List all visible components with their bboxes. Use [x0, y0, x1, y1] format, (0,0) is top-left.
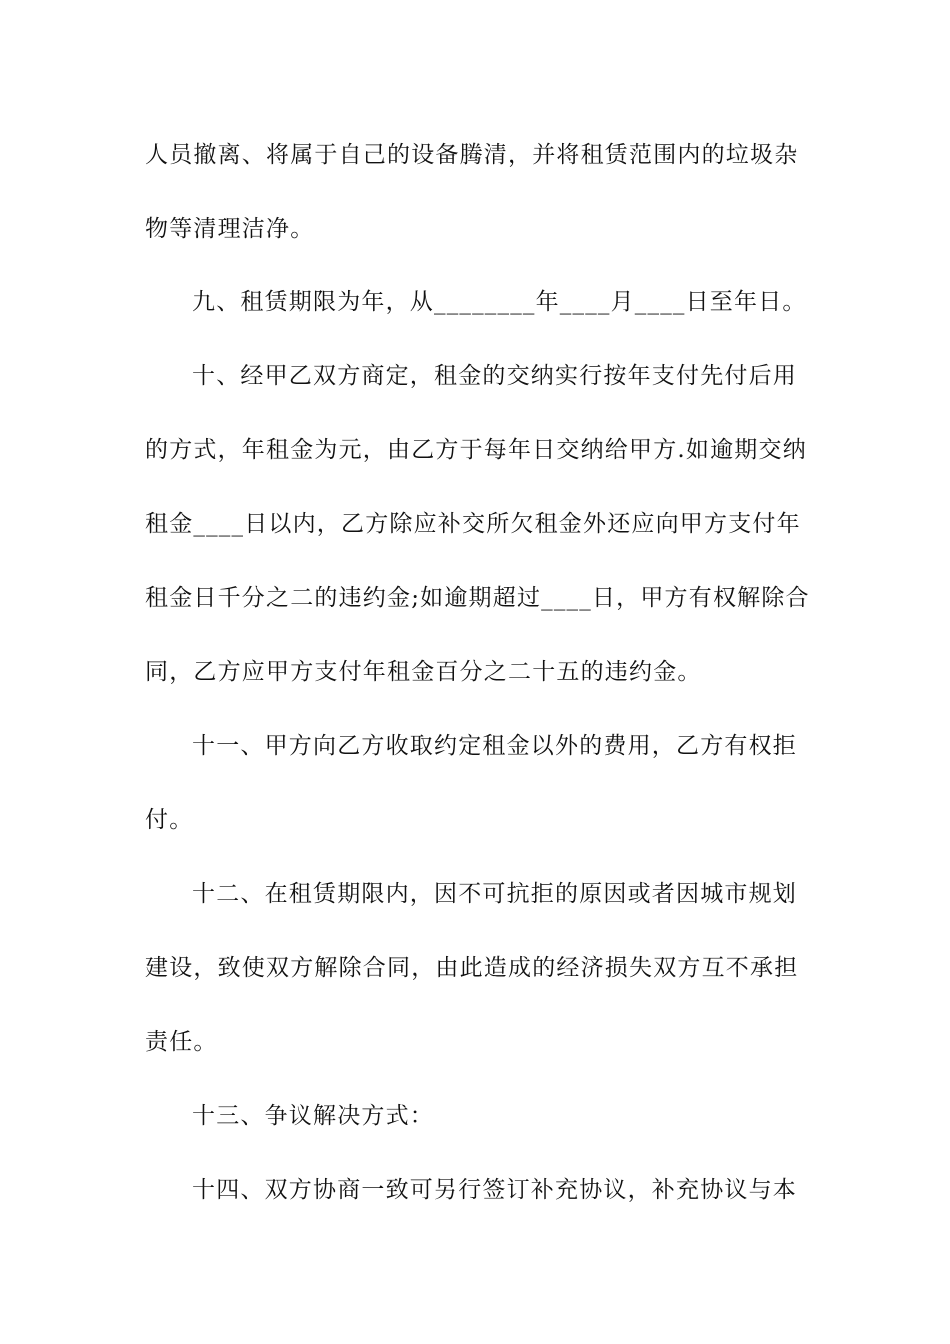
text-line: 人员撤离、将属于自己的设备腾清，并将租赁范围内的垃圾杂 — [145, 142, 799, 168]
text-line: 建设，致使双方解除合同，由此造成的经济损失双方互不承担 — [145, 955, 799, 981]
text-line: 付。 — [145, 807, 194, 833]
text-line: 租金日千分之二的违约金;如逾期超过____日，甲方有权解除合 — [145, 585, 810, 611]
clause-twelve: 十二、在租赁期限内，因不可抗拒的原因或者因城市规划 — [192, 881, 797, 907]
clause-nine: 九、租赁期限为年，从________年____月____日至年日。 — [192, 289, 807, 315]
clause-thirteen: 十三、争议解决方式： — [192, 1103, 434, 1129]
text-line: 物等清理洁净。 — [145, 216, 315, 242]
clause-eleven: 十一、甲方向乙方收取约定租金以外的费用，乙方有权拒 — [192, 733, 797, 759]
clause-fourteen: 十四、双方协商一致可另行签订补充协议，补充协议与本 — [192, 1177, 797, 1203]
text-line: 的方式，年租金为元，由乙方于每年日交纳给甲方.如逾期交纳 — [145, 437, 807, 463]
text-line: 责任。 — [145, 1029, 218, 1055]
text-line: 同，乙方应甲方支付年租金百分之二十五的违约金。 — [145, 659, 702, 685]
text-line: 租金____日以内，乙方除应补交所欠租金外还应向甲方支付年 — [145, 511, 801, 537]
clause-ten: 十、经甲乙双方商定，租金的交纳实行按年支付先付后用 — [192, 363, 797, 389]
